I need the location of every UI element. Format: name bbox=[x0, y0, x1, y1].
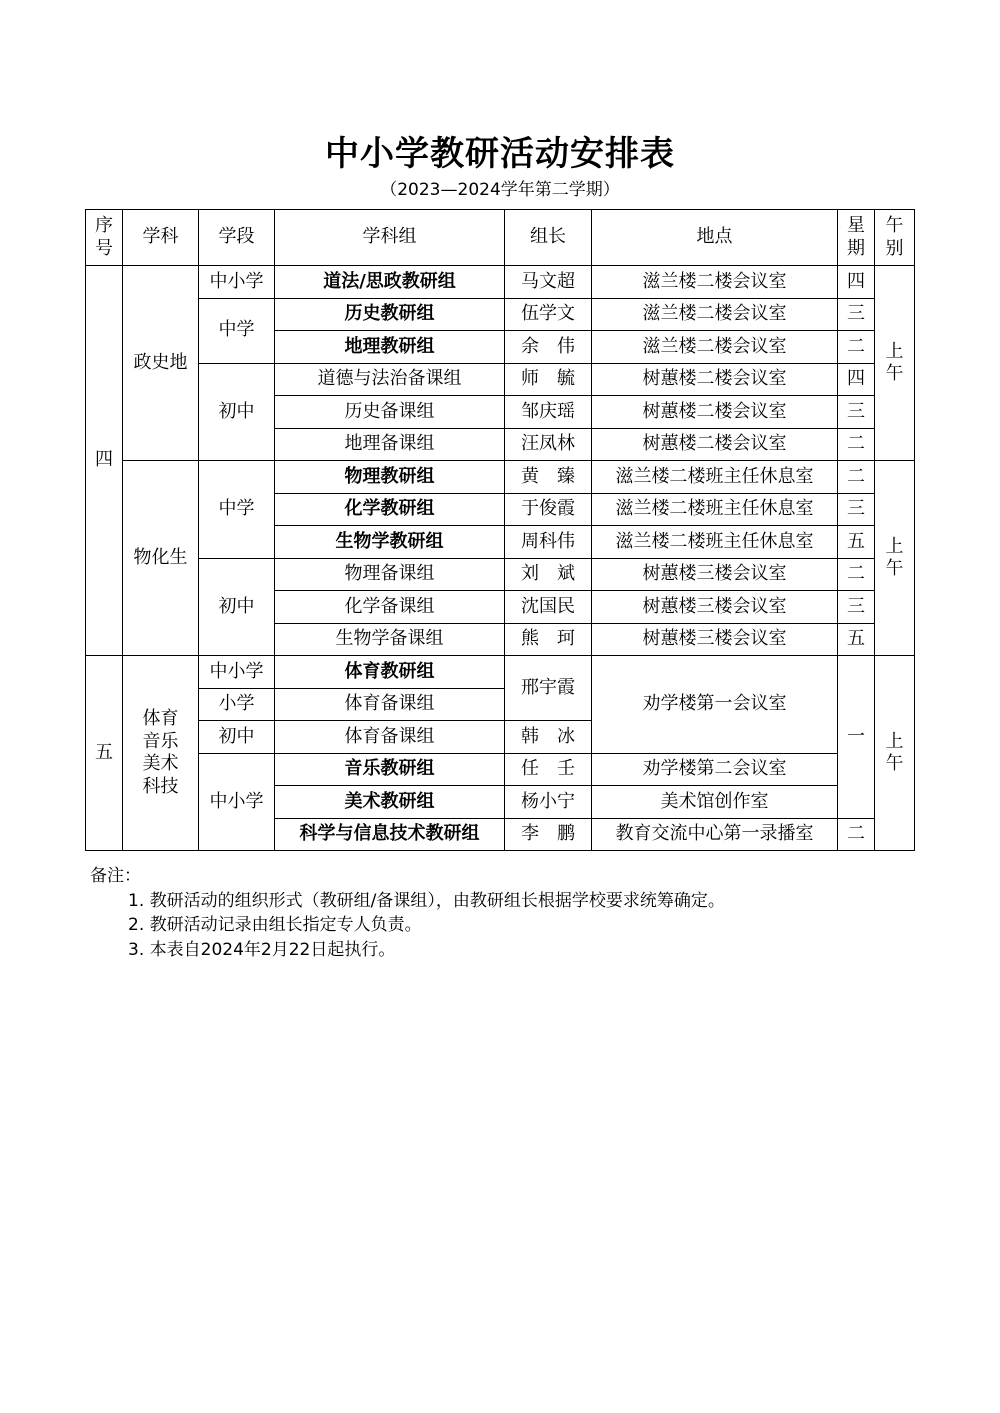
group-cell: 化学教研组 bbox=[275, 493, 505, 526]
stage-cell: 初中 bbox=[199, 363, 275, 461]
table-row bbox=[86, 461, 915, 494]
leader-cell: 任 壬 bbox=[505, 753, 592, 786]
weekday-cell: 三 bbox=[838, 493, 875, 526]
table-header-row bbox=[86, 210, 915, 266]
header-location: 地点 bbox=[592, 210, 838, 266]
stage-cell: 中小学 bbox=[199, 753, 275, 851]
group-cell: 物理教研组 bbox=[275, 461, 505, 494]
location-cell: 树蕙楼二楼会议室 bbox=[592, 363, 838, 396]
weekday-cell: 三 bbox=[838, 298, 875, 331]
weekday-cell: 二 bbox=[838, 331, 875, 364]
subject-cell: 物化生 bbox=[123, 461, 199, 656]
stage-cell: 初中 bbox=[199, 558, 275, 656]
leader-cell: 邹庆瑶 bbox=[505, 396, 592, 429]
location-cell: 滋兰楼二楼班主任休息室 bbox=[592, 526, 838, 559]
section-number: 五 bbox=[86, 656, 123, 851]
group-cell: 体育教研组 bbox=[275, 656, 505, 689]
location-cell: 滋兰楼二楼班主任休息室 bbox=[592, 461, 838, 494]
weekday-cell: 二 bbox=[838, 461, 875, 494]
leader-cell: 马文超 bbox=[505, 266, 592, 299]
header-weekday: 星期 bbox=[838, 210, 875, 266]
stage-cell: 中学 bbox=[199, 461, 275, 559]
location-cell: 美术馆创作室 bbox=[592, 786, 838, 819]
table-row bbox=[86, 558, 915, 591]
leader-cell: 韩 冰 bbox=[505, 721, 592, 754]
leader-cell: 沈国民 bbox=[505, 591, 592, 624]
weekday-cell: 四 bbox=[838, 363, 875, 396]
note-item: 1. 教研活动的组织形式（教研组/备课组），由教研组长根据学校要求统筹确定。 bbox=[128, 890, 725, 911]
leader-cell: 伍学文 bbox=[505, 298, 592, 331]
header-subject: 学科 bbox=[123, 210, 199, 266]
table-row bbox=[86, 266, 915, 299]
period-text: 上午 bbox=[885, 730, 904, 774]
location-cell: 滋兰楼二楼会议室 bbox=[592, 298, 838, 331]
page-subtitle: （2023—2024学年第二学期） bbox=[380, 180, 620, 200]
group-cell: 生物学备课组 bbox=[275, 623, 505, 656]
group-cell: 化学备课组 bbox=[275, 591, 505, 624]
subject-cell: 政史地 bbox=[123, 266, 199, 461]
group-cell: 历史教研组 bbox=[275, 298, 505, 331]
header-group: 学科组 bbox=[275, 210, 505, 266]
leader-cell: 汪凤林 bbox=[505, 428, 592, 461]
group-cell: 地理备课组 bbox=[275, 428, 505, 461]
leader-cell: 于俊霞 bbox=[505, 493, 592, 526]
weekday-cell: 二 bbox=[838, 428, 875, 461]
weekday-cell: 一 bbox=[838, 656, 875, 819]
stage-cell: 中学 bbox=[199, 298, 275, 363]
location-cell: 滋兰楼二楼会议室 bbox=[592, 331, 838, 364]
weekday-cell: 二 bbox=[838, 558, 875, 591]
note-item: 2. 教研活动记录由组长指定专人负责。 bbox=[128, 915, 422, 935]
leader-cell: 刘 斌 bbox=[505, 558, 592, 591]
weekday-cell: 五 bbox=[838, 623, 875, 656]
notes-heading: 备注： bbox=[90, 866, 141, 886]
period-text: 上午 bbox=[885, 340, 904, 384]
notes-section bbox=[90, 864, 725, 962]
group-cell: 体育备课组 bbox=[275, 721, 505, 754]
group-cell: 物理备课组 bbox=[275, 558, 505, 591]
group-cell: 科学与信息技术教研组 bbox=[275, 818, 505, 851]
note-item: 3. 本表自2024年2月22日起执行。 bbox=[128, 939, 396, 960]
weekday-cell: 四 bbox=[838, 266, 875, 299]
location-cell: 教育交流中心第一录播室 bbox=[592, 818, 838, 851]
weekday-cell: 三 bbox=[838, 591, 875, 624]
period-cell bbox=[875, 656, 915, 851]
schedule-table bbox=[85, 209, 915, 851]
period-cell bbox=[875, 266, 915, 461]
table-row bbox=[86, 363, 915, 396]
group-cell: 体育备课组 bbox=[275, 688, 505, 721]
stage-cell: 中小学 bbox=[199, 656, 275, 689]
location-cell: 劝学楼第一会议室 bbox=[592, 656, 838, 754]
leader-cell: 周科伟 bbox=[505, 526, 592, 559]
period-cell bbox=[875, 461, 915, 656]
location-cell: 滋兰楼二楼班主任休息室 bbox=[592, 493, 838, 526]
location-cell: 树蕙楼三楼会议室 bbox=[592, 623, 838, 656]
weekday-cell: 五 bbox=[838, 526, 875, 559]
location-cell: 劝学楼第二会议室 bbox=[592, 753, 838, 786]
group-cell: 道德与法治备课组 bbox=[275, 363, 505, 396]
group-cell: 美术教研组 bbox=[275, 786, 505, 819]
group-cell: 地理教研组 bbox=[275, 331, 505, 364]
leader-cell: 杨小宁 bbox=[505, 786, 592, 819]
table-row bbox=[86, 656, 915, 689]
header-leader: 组长 bbox=[505, 210, 592, 266]
location-cell: 树蕙楼三楼会议室 bbox=[592, 558, 838, 591]
weekday-cell: 三 bbox=[838, 396, 875, 429]
header-no: 序号 bbox=[86, 210, 123, 266]
group-cell: 历史备课组 bbox=[275, 396, 505, 429]
header-period: 午别 bbox=[875, 210, 915, 266]
subject-text: 体育音乐美术科技 bbox=[142, 708, 179, 797]
leader-cell: 李 鹏 bbox=[505, 818, 592, 851]
location-cell: 树蕙楼三楼会议室 bbox=[592, 591, 838, 624]
group-cell: 生物学教研组 bbox=[275, 526, 505, 559]
subject-cell bbox=[123, 656, 199, 851]
table-row bbox=[86, 753, 915, 786]
stage-cell: 小学 bbox=[199, 688, 275, 721]
leader-cell: 邢宇霞 bbox=[505, 656, 592, 721]
leader-cell: 余 伟 bbox=[505, 331, 592, 364]
table-row bbox=[86, 298, 915, 331]
stage-cell: 中小学 bbox=[199, 266, 275, 299]
group-cell: 道法/思政教研组 bbox=[275, 266, 505, 299]
leader-cell: 师 毓 bbox=[505, 363, 592, 396]
header-stage: 学段 bbox=[199, 210, 275, 266]
leader-cell: 黄 臻 bbox=[505, 461, 592, 494]
stage-cell: 初中 bbox=[199, 721, 275, 754]
page-title: 中小学教研活动安排表 bbox=[325, 134, 675, 174]
location-cell: 滋兰楼二楼会议室 bbox=[592, 266, 838, 299]
location-cell: 树蕙楼二楼会议室 bbox=[592, 428, 838, 461]
leader-cell: 熊 珂 bbox=[505, 623, 592, 656]
weekday-cell: 二 bbox=[838, 818, 875, 851]
period-text: 上午 bbox=[885, 535, 904, 579]
group-cell: 音乐教研组 bbox=[275, 753, 505, 786]
section-number: 四 bbox=[86, 266, 123, 656]
location-cell: 树蕙楼二楼会议室 bbox=[592, 396, 838, 429]
